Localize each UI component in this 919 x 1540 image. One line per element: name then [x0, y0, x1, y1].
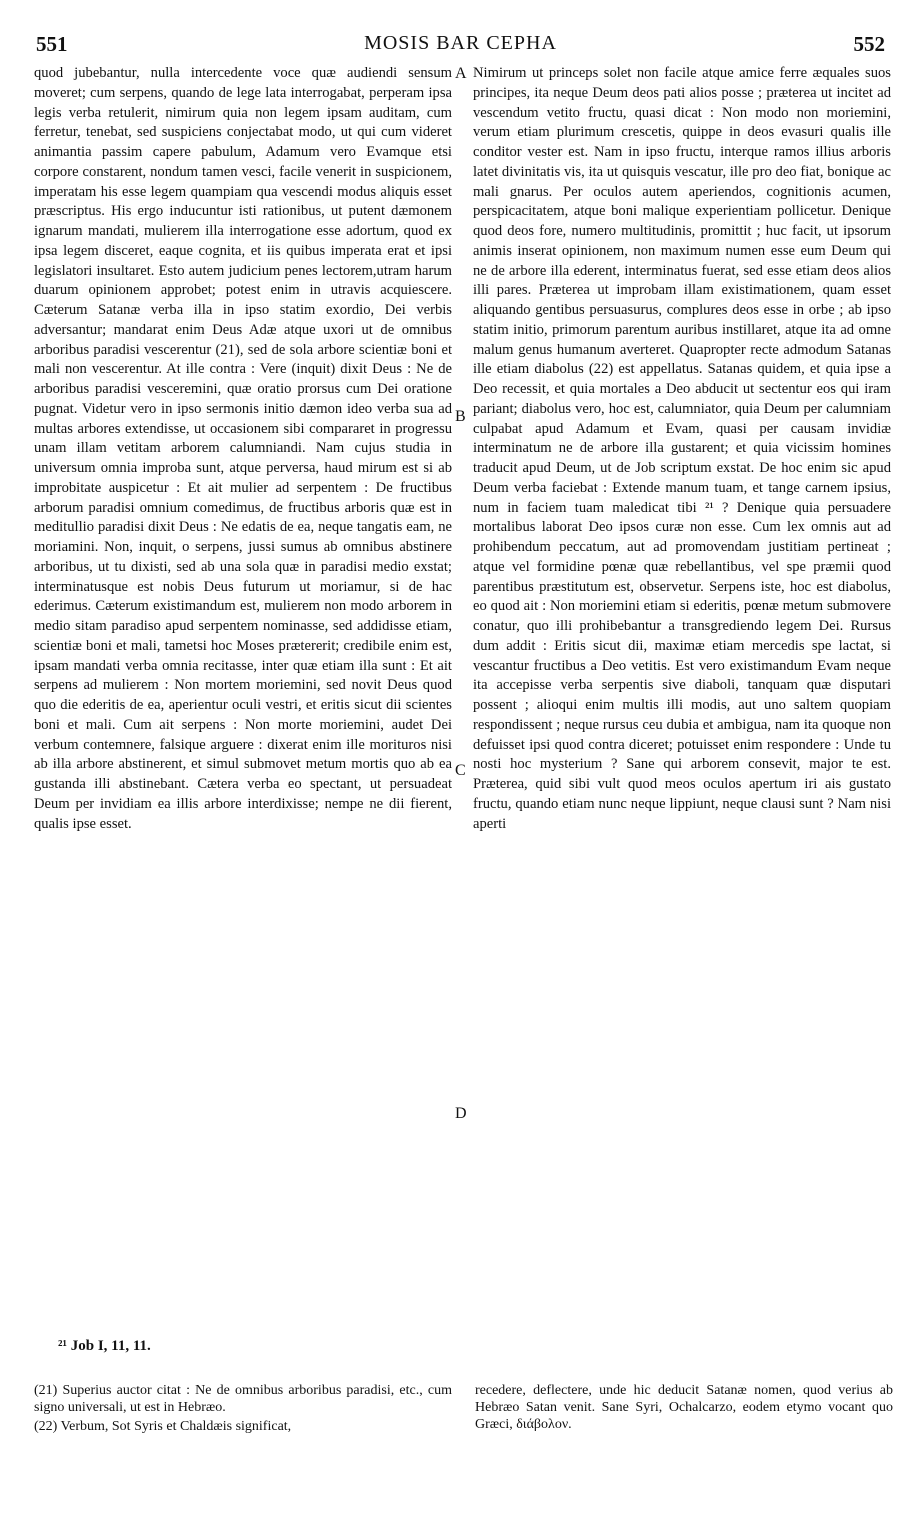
margin-marker-d: D: [455, 1105, 467, 1122]
scripture-footnote: ²¹ Job I, 11, 11.: [58, 1338, 151, 1354]
page-header: [36, 32, 885, 60]
note-22: (22) Verbum, Sot Syris et Chaldæis significat,: [34, 1419, 292, 1434]
margin-marker-b: B: [455, 408, 466, 425]
left-column-text: quod jubebantur, nulla intercedente voce quæ audiendi sensum moveret; cum serpens, quando de lege lata interrogabat, perperam ipsa legis verba retulerit, nimirum quia non legem ipsam auditam, cum ferretur, tenebat, sed suspiciens conjectabat modo, ut qui cum videret animantia passim capere pabulum, Adamum vero Evamque etsi corpore constarent, nondum tamen vesci, facile venerit in suspicionem, imperatam his esse legem quampiam qua vescendi modus aliquis esset præscriptus. His ergo inducuntur isti rationibus, ut putent dæmonem ignarum mandati, mulierem illa interrogatione esse adortum, quod ex ipsa legem disceret, eaque cognita, et iis quibus imperata erat et ipsi legislatori insultaret. Esto autem judicium penes lectorem,utram harum duarum opinionem approbet; potest enim in utravis acquiescere. Cæterum Satanæ verba illa in ipso statim exordio, Dei verbis adversantur; mandarat enim Deus Adæ atque uxori ut de omnibus arboribus paradisi vescerentur (21), sed de sola arbore scientiæ boni et mali non vescerentur. At ille contra : Vere (inquit) dixit Deus : Ne de arboribus paradisi vesceremini, quæ oratio prorsus cum Dei oratione pugnat. Videtur vero in ipso sermonis initio dæmon ideo verba sua ad multas arbores extendisse, ut occasionem sibi compararet in progressu unam illam vetitam arborem calumniandi. Nam cujus studia in universum omnia improba sunt, atque perversa, haud mirum est si ab improbitate auspicetur : Et ait mulier ad serpentem : De fructibus arborum paradisi omnium comedimus, de fructibus arboris quæ est in meditullio paradisi dixit Deus : Ne edatis de ea, neque tangatis eam, ne moriamini. Non, inquit, o serpens, jussi sumus ab omnibus abstinere arboribus, ut tu dixisti, sed ab una sola quæ in paradisi medio exstat; interminatusque est nobis Deus futurum ut moriamur, si de hac ederimus. Cæterum existimandum est, mulierem non modo arborem in medio sitam paradiso apud serpentem nominasse, sed addidisse etiam, scientiæ boni et mali, tametsi hoc Moses prætererit; credibile enim est, ipsam mandati verba omnia recitasse, inter quæ etiam illa sunt : Et ait serpens ad mulierem : Non mortem moriemini, sed novit Deus quod quo die ederitis de ea, aperientur oculi vestri, et eritis sicut dii scientes boni et mali. Cum ait serpens : Non morte moriemini, audet Dei verbum contemnere, falsique arguere : dixerat enim ille morituros nisi ab illa arbore abstinerent, et simul submovet metum mortis quo ab ea gustanda illi abstinebant. Cætera verba eo spectant, ut persuadeat Deum per invidiam ea illis arbore interdixisse; nempe ne dii fierent, qualis ipse esset.: [34, 65, 452, 832]
right-column: [473, 64, 891, 1319]
running-title: MOSIS BAR CEPHA: [364, 32, 557, 54]
right-column-text: Nimirum ut princeps solet non facile atque amice ferre æquales suos principes, ita neque Deum deos pati alios posse ; præterea ut incitet ad vescendum vetito fructu, quasi dicat : Non modo non moriemini, verum etiam plurimum crescetis, quippe in deos evasuri qualis ille conditor vester est. Nam in ipso fructu, interque ramos illius arboris latet divinitatis vis, ita ut quisquis vescatur, ille pro deo fiat, bonique ac mali gnarus. Per oculos autem aperiendos, cognitionis acumen, perspicacitatem, atque boni malique experientiam pollicetur. Denique quod deos fore, numero multitudinis, promittit ; huc facit, ut ipsorum animis inserat opinionem, non maximum numen esse eum Deum qui ne de arbore illa ederent, interminatus fuerat, sed esse etiam deos alios illi pares. Præterea ut improbam illam existimationem, quam esset aliquando gentibus persuasurus, complures deos esse in orbe ; ab ipso statim initio, primorum parentum auribus instillaret, atque ita ad omne malum genus humanum averteret. Quapropter recte admodum Satanas ille etiam diabolus (22) est appellatus. Satanas quidem, et quia ipse a Deo recessit, et quia mortales a Deo abducit ut sectentur eos qui iram pariant; diabolus vero, hoc est, calumniator, quia Deum per calumniam culpabat apud Adamum et Evam, quasi per causam invidiæ interminatum ne de arbore illa gustarent; et quia vicissim homines traducit apud Deum, ut de Job scriptum exstat. De hoc enim sic apud Deum verba faciebat : Extende manum tuam, et tange carnem ipsius, num in faciem tuam maledicat tibi ²¹ ? Denique quia persuadere mortalibus laborat Deo ipsos curæ non esse. Cum lex omnis aut ad prohibendum peccatum, aut ad promovendam justitiam pertineat ; atque vel formidine pœnæ quæ rebellantibus, vel spe præmii quod parentibus præstitutum est, observetur. Serpens iste, hoc est diabolus, eo quod ait : Non moriemini etiam si ederitis, pœnæ metum submovere conatur, quo illi prohibebantur a transgrediendo legem Dei. Rursus dum addit : Eritis sicut dii, maximæ etiam mercedis spe lactat, si vescantur fructibus a Deo vetitis. Est vero existimandum Evam neque ita accepisse verba serpentis sive diaboli, tanquam quæ disputari possent ; alioqui enim multis illi modis, aut uno saltem quopiam respondissent ; neque rursus ceu dubia et ambigua, nam ita quoque non defuisset ipsi quod contra diceret; potuisset enim respondere : Unde tu nosti hoc mysterium ? Sane qui arborem consevit, major te est. Præterea, quid sibi vult quod meos oculos apertum iri ais gustato fructu, quando etiam nunc neque lippiunt, neque clausi sunt ? Nam nisi aperti: [473, 65, 891, 832]
notes-left: [34, 1382, 452, 1437]
note-21: (21) Superius auctor citat : Ne de omnibus arboribus paradisi, etc., cum signo universali, ut est in Hebræo.: [34, 1383, 452, 1415]
margin-marker-c: C: [455, 762, 466, 779]
left-column: [34, 64, 452, 1319]
note-22-continued: recedere, deflectere, unde hic deducit Satanæ nomen, quod verius ab Hebræo Satan venit. Sane Syri, Ochalcarzo, eodem etymo vocant quo Græci, διάβολον.: [475, 1383, 893, 1432]
page-number-left: 551: [36, 32, 68, 56]
page-number-right: 552: [853, 32, 885, 56]
notes-right: [475, 1382, 893, 1435]
margin-marker-a: A: [455, 65, 467, 82]
